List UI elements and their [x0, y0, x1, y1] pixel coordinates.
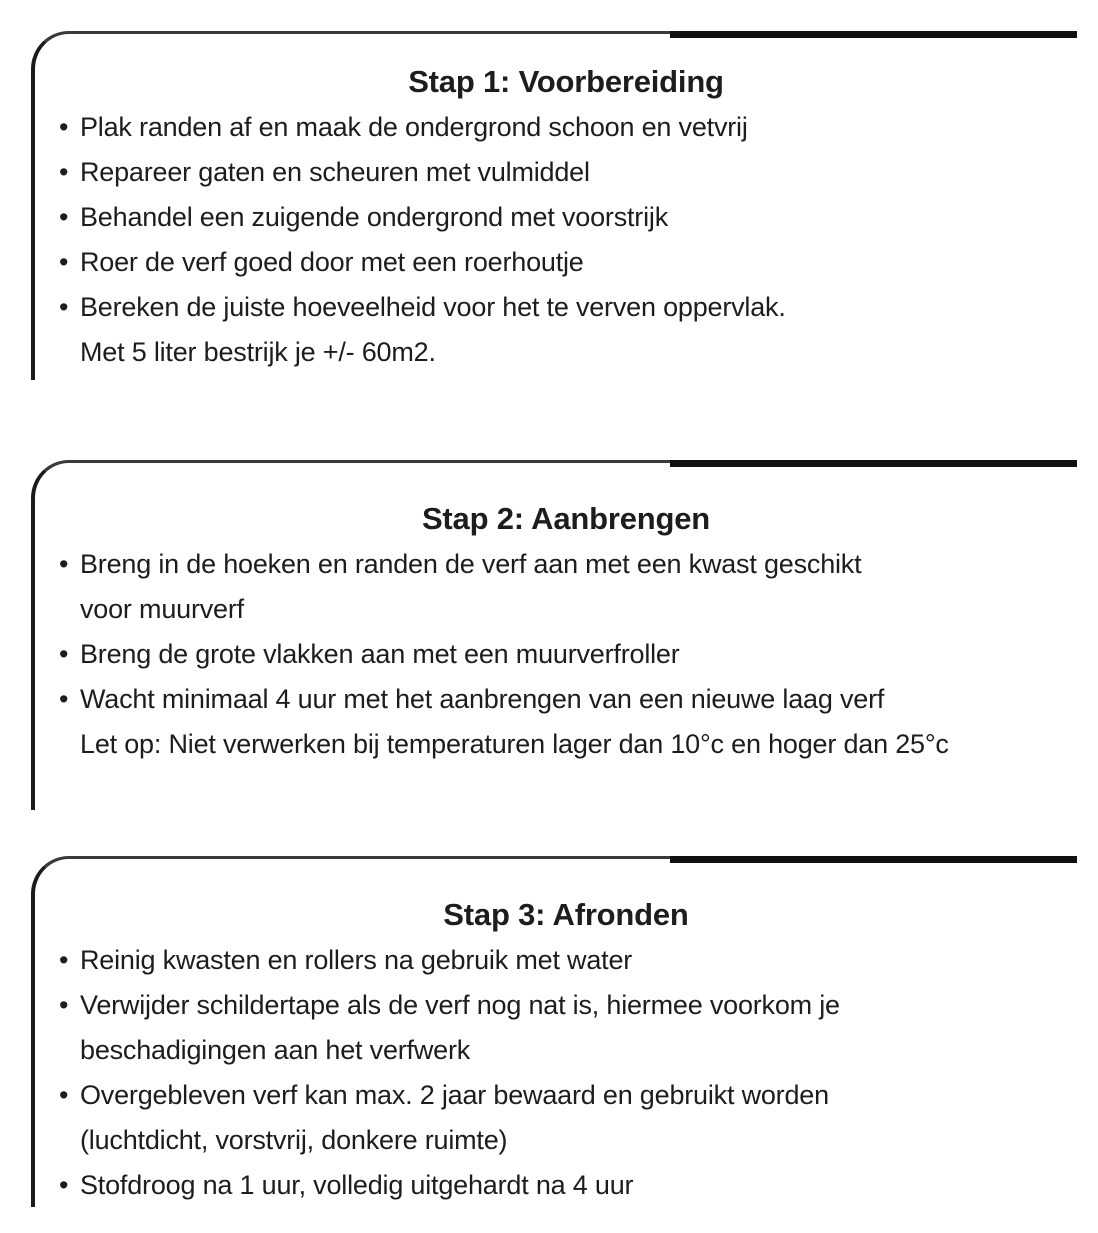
- list-item: [59, 1073, 1077, 1118]
- list-item-text: (luchtdicht, vorstvrij, donkere ruimte): [80, 1125, 508, 1155]
- list-item: [59, 150, 1077, 195]
- list-item-continuation: [59, 1118, 1077, 1163]
- list-item-text: Wacht minimaal 4 uur met het aanbrengen van een nieuwe laag verf: [80, 684, 885, 714]
- list-item-text: beschadigingen aan het verfwerk: [80, 1035, 471, 1065]
- step-1-header: [35, 34, 1077, 100]
- list-item: [59, 542, 1077, 587]
- list-item-text: Breng in de hoeken en randen de verf aan met een kwast geschikt: [80, 549, 862, 579]
- list-item: [59, 285, 1077, 330]
- bullet-marker: [59, 722, 80, 767]
- list-item: [59, 1163, 1077, 1208]
- step-3-list: [35, 938, 1077, 1208]
- bullet-marker: •: [59, 945, 69, 975]
- list-item-continuation: [59, 1028, 1077, 1073]
- list-item-continuation: [59, 722, 1077, 767]
- bullet-marker: •: [59, 1170, 69, 1200]
- list-item-text: Let op: Niet verwerken bij temperaturen lager dan 10°c en hoger dan 25°c: [80, 729, 949, 759]
- step-3-card: [31, 856, 1077, 1207]
- list-item: [59, 938, 1077, 983]
- list-item: [59, 195, 1077, 240]
- step-2-card: [31, 460, 1077, 810]
- list-item-text: Stofdroog na 1 uur, volledig uitgehardt na 4 uur: [80, 1170, 634, 1200]
- list-item-text: Plak randen af en maak de ondergrond schoon en vetvrij: [80, 112, 748, 142]
- bullet-marker: •: [59, 112, 69, 142]
- list-item-text: Breng de grote vlakken aan met een muurverfroller: [80, 639, 680, 669]
- step-title: Stap 2: Aanbrengen: [421, 501, 711, 536]
- bullet-marker: [59, 1118, 80, 1163]
- list-item: [59, 105, 1077, 150]
- bullet-marker: •: [59, 1080, 69, 1110]
- step-title: Stap 1: Voorbereiding: [408, 64, 724, 99]
- list-item: [59, 632, 1077, 677]
- top-accent-bar: [670, 460, 1077, 467]
- list-item-text: voor muurverf: [80, 594, 244, 624]
- step-1-card: [31, 31, 1077, 380]
- bullet-marker: [59, 587, 80, 632]
- list-item-text: Reinig kwasten en rollers na gebruik met water: [80, 945, 633, 975]
- step-title: Stap 3: Afronden: [443, 897, 689, 932]
- list-item-text: Overgebleven verf kan max. 2 jaar bewaard en gebruikt worden: [80, 1080, 829, 1110]
- bullet-marker: •: [59, 292, 69, 322]
- top-accent-bar: [670, 31, 1077, 38]
- bullet-marker: •: [59, 202, 69, 232]
- list-item-text: Roer de verf goed door met een roerhoutje: [80, 247, 584, 277]
- bullet-marker: [59, 1028, 80, 1073]
- bullet-marker: [59, 330, 80, 375]
- list-item: [59, 983, 1077, 1028]
- bullet-marker: •: [59, 990, 69, 1020]
- list-item-continuation: [59, 587, 1077, 632]
- bullet-marker: •: [59, 157, 69, 187]
- step-2-list: [35, 542, 1077, 767]
- top-accent-bar: [670, 856, 1077, 863]
- step-1-list: [35, 105, 1077, 375]
- bullet-marker: •: [59, 684, 69, 714]
- list-item-text: Met 5 liter bestrijk je +/- 60m2.: [80, 337, 436, 367]
- list-item-text: Verwijder schildertape als de verf nog nat is, hiermee voorkom je: [80, 990, 840, 1020]
- list-item-text: Bereken de juiste hoeveelheid voor het te verven oppervlak.: [80, 292, 786, 322]
- bullet-marker: •: [59, 549, 69, 579]
- step-2-header: [35, 463, 1077, 537]
- step-3-header: [35, 859, 1077, 933]
- list-item-text: Repareer gaten en scheuren met vulmiddel: [80, 157, 590, 187]
- list-item: [59, 240, 1077, 285]
- list-item: [59, 677, 1077, 722]
- list-item-continuation: [59, 330, 1077, 375]
- bullet-marker: •: [59, 639, 69, 669]
- list-item-text: Behandel een zuigende ondergrond met voorstrijk: [80, 202, 668, 232]
- bullet-marker: •: [59, 247, 69, 277]
